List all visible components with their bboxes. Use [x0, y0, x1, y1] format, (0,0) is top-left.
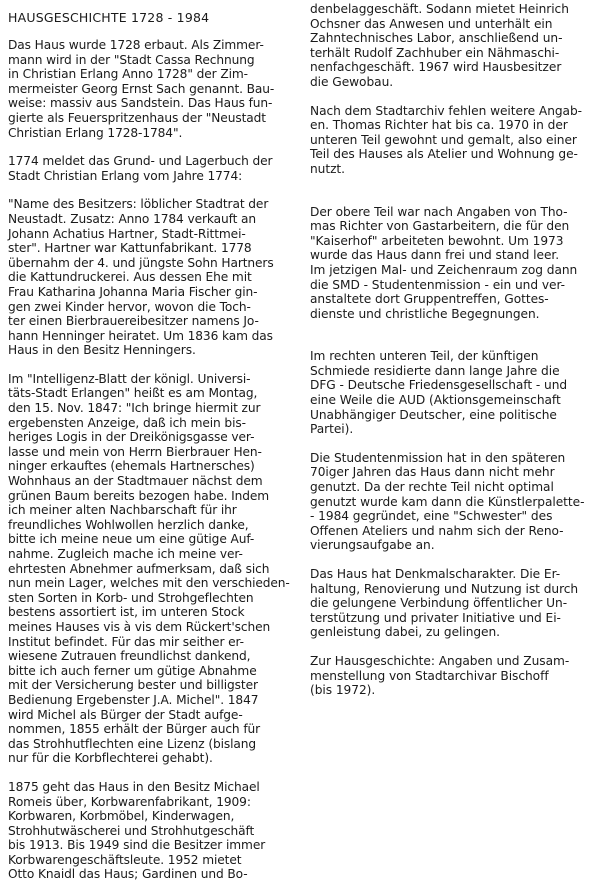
paragraph-upper-floor: Der obere Teil war nach Angaben von Tho- mas Richter von Gastarbeitern, die für den "Kaiserhof" arbeiteten bewohnt. Um 1973 wurde das Haus dann frei und stand leer. Im jetzigen Mal- und Zeichenraum zog dann die SMD - Studentenmission - ein und ver- anstaltete dort Gruppentreffen, Gottes- dienste und christliche Begegnungen.	[310, 204, 578, 321]
paragraph-dfg-aud: Im rechten unteren Teil, der künftigen Schmiede residierte dann lange Jahre die DFG - Deutsche Friedensgesellschaft - und eine Weile die AUD (Aktionsgemeinschaft Unabhängiger Deutscher, eine politische Partei).	[310, 349, 568, 437]
paragraph-sources: Zur Hausgeschichte: Angaben und Zusam- menstellung von Stadtarchivar Bischoff (bis 1972).	[310, 653, 570, 698]
right-column	[310, 0, 598, 698]
paragraph-intelligenz-blatt: Im "Intelligenz-Blatt der königl. Universi- täts-Stadt Erlangen" heißt es am Montag, den 15. Nov. 1847: "Ich bringe hiermit zur ergebensten Anzeige, daß ich mein bis- heriges Logis in der Dreikönigsgasse ver- lasse und mein von Herrn Bierbrauer Hen- ninger erkauftes (ehemals Hartnersches) Wohnhaus an der Stadtmauer nächst dem grünen Baum bereits bezogen habe. Indem ich meiner alten Nachbarschaft für ihr freundliches Wohlwollen herzlich danke, bitte ich meine neue um eine gütige Auf- nahme. Zugleich mache ich meine ver- ehrtesten Abnehmer aufmerksam, daß sich nun mein Lager, welches mit den verschieden- sten Sorten in Korb- und Strohgeflechten bestens assortiert ist, im unteren Stock meines Hauses vis à vis dem Rückert'schen Institut befindet. Für das mir seither er- wiesene Zutrauen freundlichst dankend, bitte ich auch ferner um gütige Abnahme mit der Versicherung bester und billigster Bedienung Ergebenster J.A. Michel". 1847 wird Michel als Bürger der Stadt aufge- nommen, 1855 erhält der Bürger auch für das Strohhutflechten eine Lizenz (bislang nur für die Korbflechterei gehabt).	[8, 371, 290, 766]
paragraph-thomas-richter: Nach dem Stadtarchiv fehlen weitere Angab- en. Thomas Richter hat bis ca. 1970 in der unteren Teil gewohnt und gemalt, also einer Teil des Hauses als Atelier und Wohnung ge- nutzt.	[310, 103, 583, 176]
paragraph-owner-hartner: "Name des Besitzers: löblicher Stadtrat der Neustadt. Zusatz: Anno 1784 verkauft an Johann Achatius Hartner, Stadt-Rittmei- ster". Hartner war Kattunfabrikant. 1778 übernahm der 4. und jüngste Sohn Hartners die Kattundruckerei. Aus dessen Ehe mit Frau Katharina Johanna Maria Fischer gin- gen zwei Kinder hervor, wovon die Toch- ter einen Bierbrauereibesitzer namens Jo- hann Henninger heiratet. Um 1836 kam das Haus in den Besitz Henningers.	[8, 197, 274, 358]
paragraph-construction: Das Haus wurde 1728 erbaut. Als Zimmer- mann wird in der "Stadt Cassa Rechnung in Christian Erlang Anno 1728" der Zim- mermeister Georg Ernst Sach genannt. Bau- weise: massiv aus Sandstein. Das Haus fun- gierte als Feuerspritzenhaus der "Neustadt Christian Erlang 1728-1784".	[8, 38, 275, 140]
left-column	[8, 0, 298, 882]
paragraph-monument: Das Haus hat Denkmalscharakter. Die Er- haltung, Renovierung und Nutzung ist durch die gelungene Verbindung öffentlicher Un- terstützung und privater Initiative und Ei- genleistung dabei, zu gelingen.	[310, 567, 579, 640]
paragraph-tenants: denbelaggeschäft. Sodann mietet Heinrich Ochsner das Anwesen und unterhält ein Zahntechnisches Labor, anschließend un- terhält Rudolf Zachhuber ein Nähmaschi- nenfachgeschäft. 1967 wird Hausbesitzer die Gewobau.	[310, 2, 569, 89]
document-title: HAUSGESCHICHTE 1728 - 1984	[8, 10, 210, 25]
paragraph-land-register: 1774 meldet das Grund- und Lagerbuch der Stadt Christian Erlang vom Jahre 1774:	[8, 154, 273, 183]
paragraph-kuenstlerpalette: Die Studentenmission hat in den späteren 70iger Jahren das Haus dann nicht mehr genutzt. Da der rechte Teil nicht optimal genutzt wurde kam dann die Künstlerpalette- - 1984 gegründet, eine "Schwester" des Offenen Ateliers und nahm sich der Reno- vierungsaufgabe an.	[310, 450, 585, 553]
paragraph-romeis: 1875 geht das Haus in den Besitz Michael Romeis über, Korbwarenfabrikant, 1909: Korbwaren, Korbmöbel, Kinderwagen, Strohhutwäscherei und Strohhutgeschäft bis 1913. Bis 1949 sind die Besitzer immer Korbwarengeschäftsleute. 1952 mietet Otto Knaidl das Haus; Gardinen und Bo-	[8, 779, 266, 882]
